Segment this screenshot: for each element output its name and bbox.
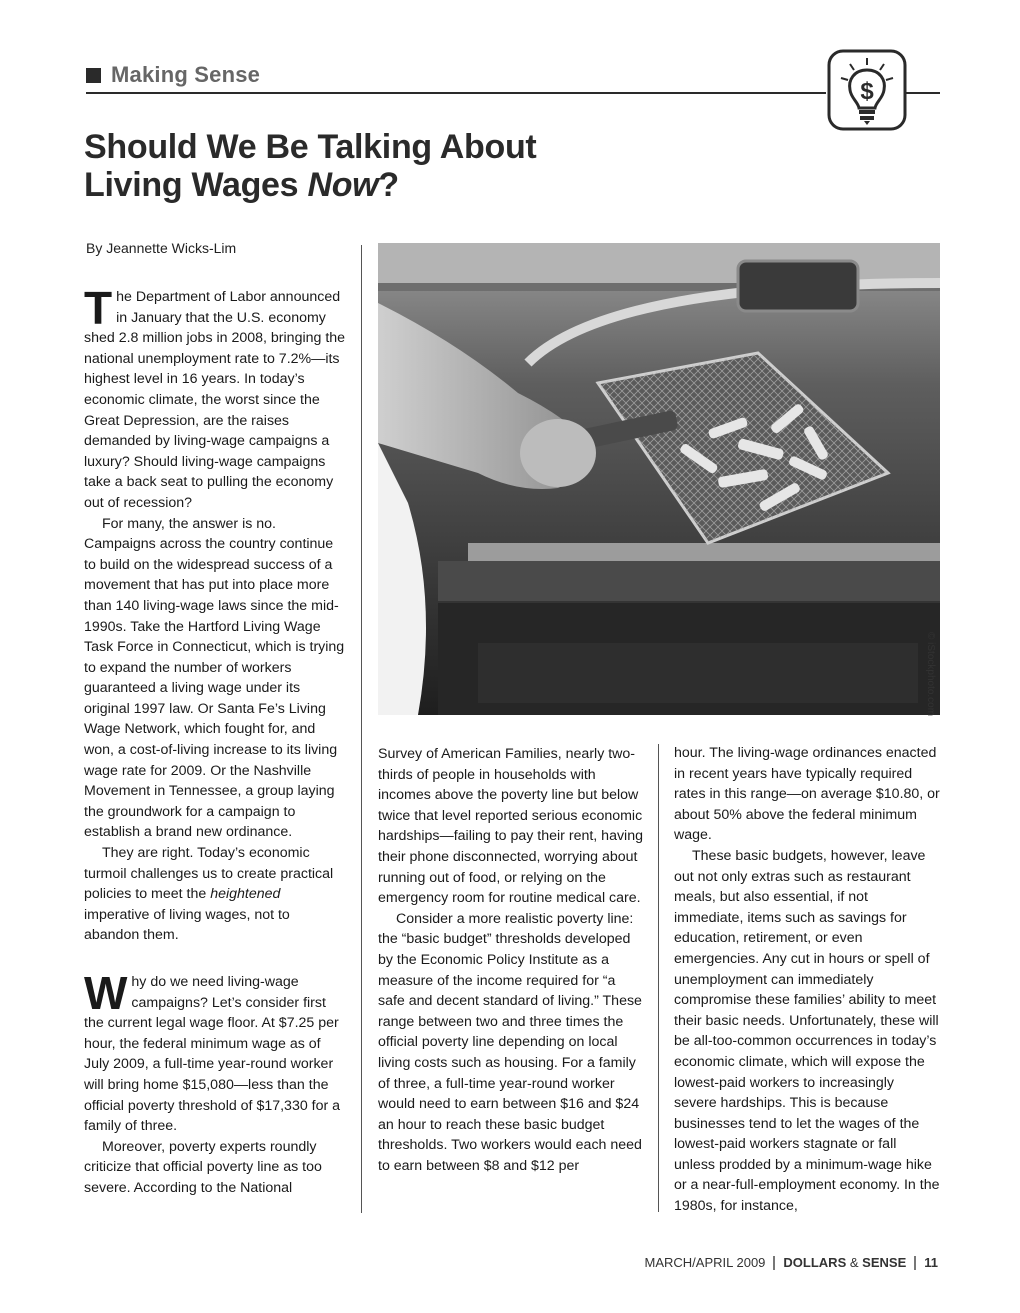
article-column-1 xyxy=(84,282,346,1199)
footer-divider xyxy=(914,1256,916,1270)
byline: By Jeannette Wicks-Lim xyxy=(86,240,237,256)
headline xyxy=(84,128,784,204)
brand-sense: SENSE xyxy=(862,1255,907,1270)
headline-line2-em: Now xyxy=(307,166,379,204)
paragraph-text: imperative of living wages, not to abandon them. xyxy=(84,906,290,944)
paragraph: Moreover, poverty experts roundly criticize that official poverty line as too severe. According to the National xyxy=(84,1138,322,1196)
paragraph xyxy=(84,282,346,514)
paragraph xyxy=(84,843,346,946)
paragraph-text: They are right. Today’s economic turmoil challenges us to create practical policies to meet the xyxy=(84,845,334,903)
paragraph: Consider a more realistic poverty line: the “basic budget” thresholds developed by the Economic Policy Institute as a measure of the income required for “a safe and decent standard of living.” These range between two and three times the official poverty line depending on local living costs such as housing. For a family of three, a full-time year-round worker would need to earn between $16 and $24 an hour to reach these basic budget thresholds. Two workers would each need to earn between $8 and $12 per xyxy=(378,910,642,1174)
header-rule xyxy=(86,92,826,94)
photo-illustration xyxy=(378,243,940,715)
emphasis-text: heightened xyxy=(210,886,281,903)
fryer-basket-photo xyxy=(378,243,940,715)
drop-cap: T xyxy=(84,282,113,334)
paragraph-text: hy do we need living-wage campaigns? Let’s consider first the current legal wage floor. At $7.25 per hour, the federal minimum wage as of July 2009, a full-time year-round worker will bring home $15,080—less than the official poverty threshold of $17,330 for a family of three. xyxy=(84,974,341,1135)
page-footer xyxy=(645,1255,939,1270)
headline-line2-pre: Living Wages xyxy=(84,166,308,204)
paragraph: hour. The living-wage ordinances enacted in recent years have typically required rates in this range—on average $10.80, or about 50% above the federal minimum wage. xyxy=(674,745,940,844)
footer-divider xyxy=(773,1256,775,1270)
column-divider xyxy=(361,245,362,1213)
header-rule-right xyxy=(906,92,940,94)
svg-text:$: $ xyxy=(860,78,874,105)
publication-name xyxy=(783,1255,906,1270)
paragraph: Survey of American Families, nearly two-thirds of people in households with incomes above the poverty line but below twice that level reported serious economic hardships—failing to pay their rent, having their phone disconnected, worrying about running out of food, or relying on the emergency room for routine medical care. xyxy=(378,746,643,907)
column-divider xyxy=(658,744,659,1212)
brand-ampersand: & xyxy=(849,1255,859,1270)
brand-dollars: DOLLARS xyxy=(783,1255,847,1270)
lightbulb-dollar-icon xyxy=(826,48,908,132)
drop-cap: W xyxy=(84,967,128,1019)
headline-line2-post: ? xyxy=(378,166,399,204)
section-label xyxy=(86,62,260,88)
article-column-2 xyxy=(378,744,644,1176)
section-title: Making Sense xyxy=(111,62,261,87)
page-number: 11 xyxy=(924,1255,938,1270)
headline-line1: Should We Be Talking About xyxy=(84,128,537,166)
paragraph: For many, the answer is no. Campaigns across the country continue to build on the widespread success of a movement that has put into place more than 140 living-wage laws since the mid-1990s. Take the Hartford Living Wage Task Force in Connecticut, which is trying to expand the number of workers guaranteed a living wage under its original 1997 law. Or Santa Fe’s Living Wage Network, which fought for, and won, a cost-of-living increase to its living wage rate for 2009. Or the Nashville Movement in Tennessee, a group laying the groundwork for a campaign to establish a brand new ordinance. xyxy=(84,515,345,841)
paragraph-text: he Department of Labor announced in January that the U.S. economy shed 2.8 million jobs in 2008, bringing the national unemployment rate to 7.2%—its highest level in 16 years. In today’s economic climate, the worst since the Great Depression, are the raises demanded by living-wage campaigns a luxury? Should living-wage campaigns take a back seat to pulling the economy out of recession? xyxy=(84,289,346,511)
paragraph: These basic budgets, however, leave out not only extras such as restaurant meals, but also essential, if not immediate, items such as savings for education, retirement, or even emergencies. Any cut in hours or spell of unemployment can immediately compromise these families’ ability to meet their basic needs. Unfortunately, these will be all-too-common occurrences in today’s economic climate, which will expose the lowest-paid workers to increasingly severe hardships. This is because businesses tend to let the wages of the lowest-paid workers stagnate or fall unless prodded by a minimum-wage hike or a near-full-employment economy. In the 1980s, for instance, xyxy=(674,847,940,1215)
section-square-icon xyxy=(86,68,101,83)
photo-credit: © iStockphoto.com xyxy=(925,632,936,717)
issue-date: MARCH/APRIL 2009 xyxy=(644,1255,766,1270)
article-column-3 xyxy=(674,743,940,1217)
paragraph xyxy=(84,967,346,1137)
